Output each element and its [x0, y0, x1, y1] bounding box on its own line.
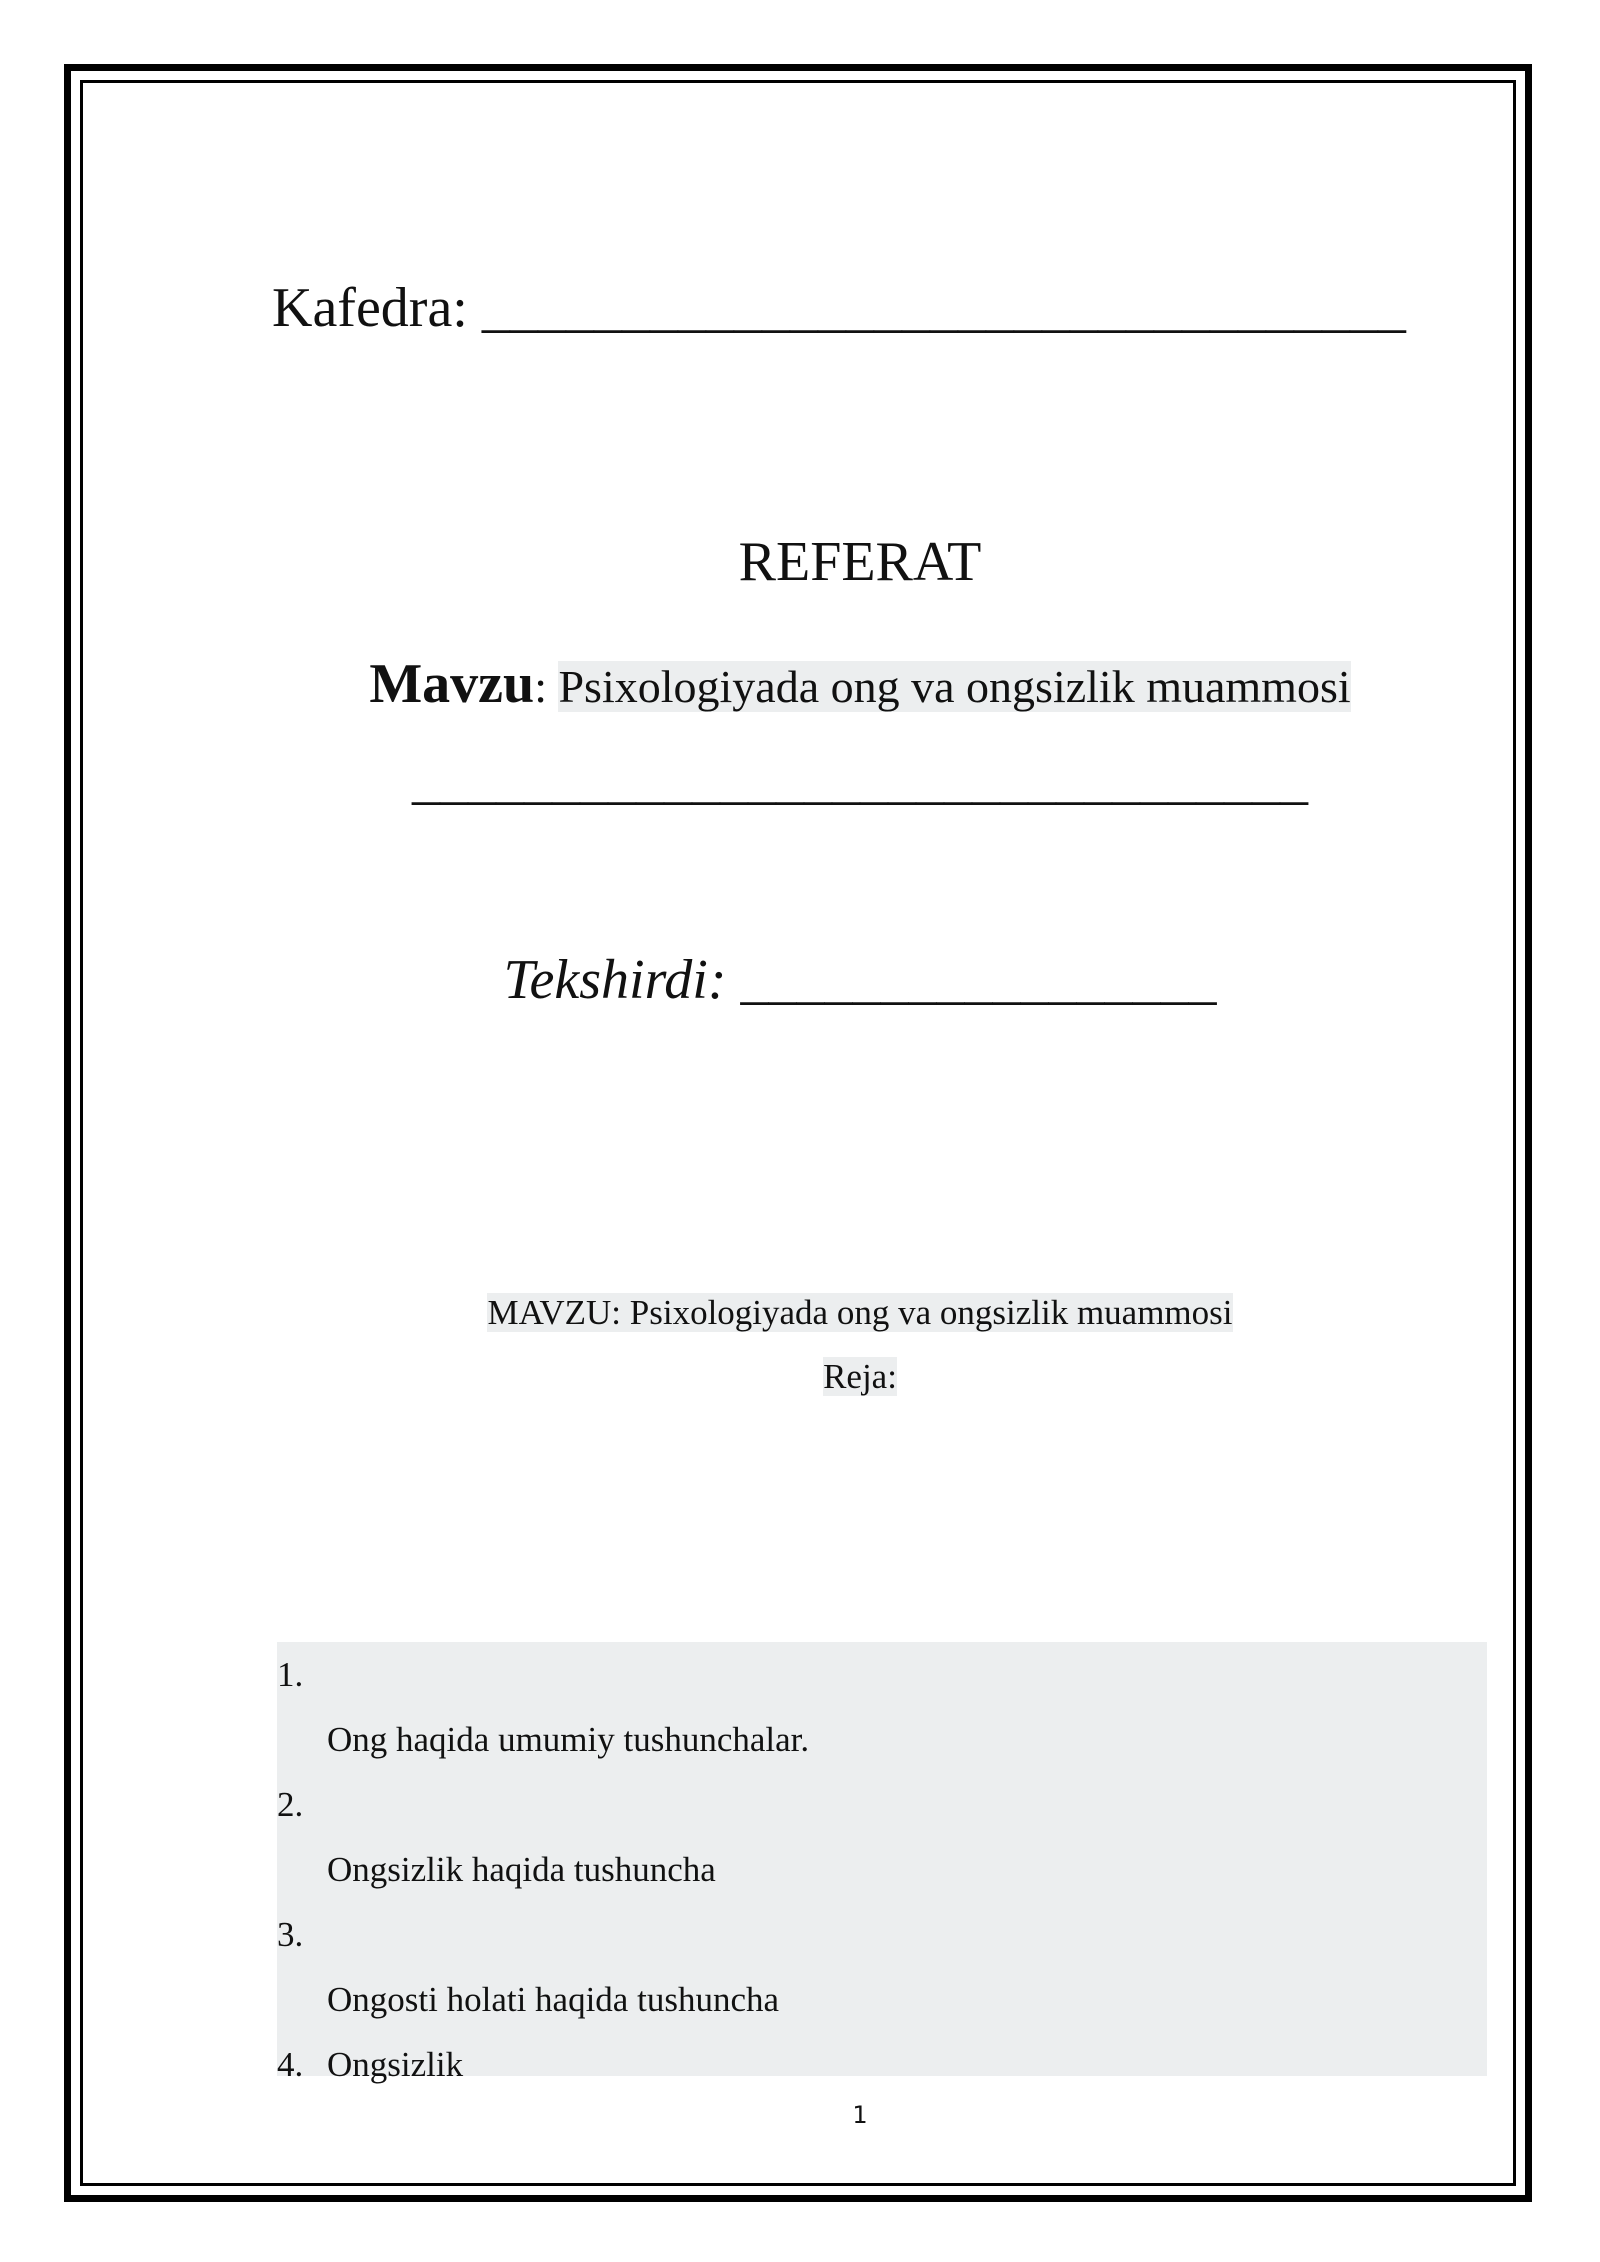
plan-item-number: 1.	[277, 1655, 304, 1694]
kafedra-line	[272, 268, 1452, 348]
mavzu-separator: :	[534, 661, 547, 712]
kafedra-label: Kafedra:	[272, 277, 468, 339]
mavzu-line	[0, 644, 1600, 727]
blank-line: ________________________________	[412, 749, 1308, 811]
plan-item	[277, 1902, 1487, 2032]
kafedra-blank: _________________________________	[481, 277, 1406, 339]
plan-item-number: 3.	[277, 1915, 304, 1954]
plan-item-text: Ongsizlik haqida tushuncha	[327, 1850, 716, 1889]
plan-item-text: Ongsizlik	[327, 2045, 464, 2084]
mavzu-label: Mavzu	[369, 653, 535, 715]
plan-item-text: Ong haqida umumiy tushunchalar.	[327, 1720, 810, 1759]
subtitle-text: MAVZU: Psixologiyada ong va ongsizlik muammosi	[487, 1293, 1233, 1332]
reja-heading	[0, 1352, 1600, 1402]
plan-item-number: 2.	[277, 1785, 304, 1824]
reja-text: Reja:	[823, 1357, 897, 1396]
document-title: REFERAT	[738, 531, 982, 593]
tekshirdi-blank: _________________	[740, 949, 1217, 1011]
page-number: 1	[852, 2101, 868, 2129]
plan-list	[277, 1642, 1487, 2084]
plan-item	[277, 1772, 1487, 1902]
mavzu-topic: Psixologiyada ong va ongsizlik muammosi	[558, 661, 1351, 712]
tekshirdi-label: Tekshirdi:	[503, 949, 727, 1011]
plan-item	[277, 1642, 1487, 1772]
plan-item-text: Ongosti holati haqida tushuncha	[327, 1980, 780, 2019]
plan-item	[277, 2032, 1487, 2097]
subtitle	[0, 1288, 1600, 1338]
tekshirdi-line	[0, 940, 1600, 1020]
plan-item-number: 4.	[277, 2045, 304, 2084]
